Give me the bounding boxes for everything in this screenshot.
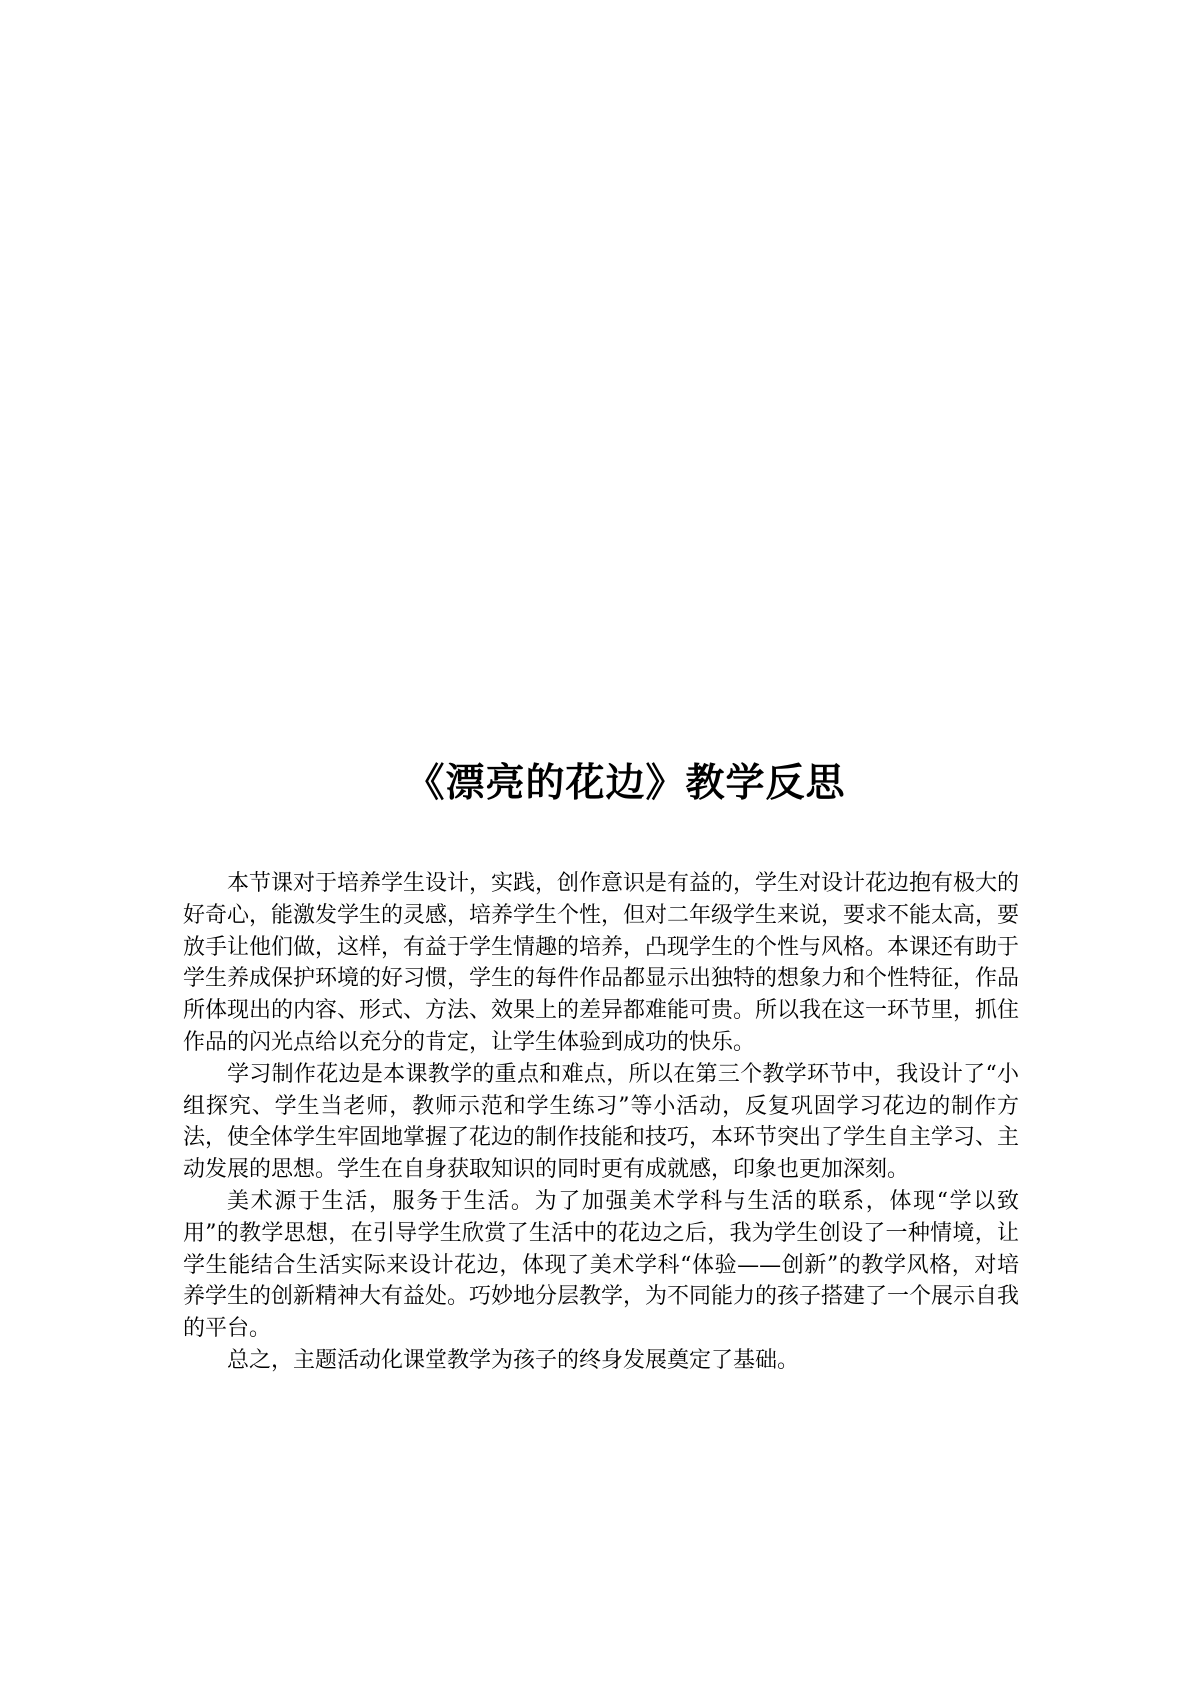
document-title: 《漂亮的花边》教学反思 [405, 761, 846, 806]
paragraph-1: 本节课对于培养学生设计，实践，创作意识是有益的，学生对设计花边抱有极大的好奇心，能激发学生的灵感，培养学生个性，但对二年级学生来说，要求不能太高，要放手让他们做，这样，有益于学生情趣的培养，凸现学生的个性与风格。本课还有助于学生养成保护环境的好习惯，学生的每件作品都显示出独特的想象力和个性特征，作品所体现出的内容、形式、方法、效果上的差异都难能可贵。所以我在这一环节里，抓住作品的闪光点给以充分的肯定，让学生体验到成功的快乐。 [183, 871, 1020, 1055]
paragraph-2: 学习制作花边是本课教学的重点和难点，所以在第三个教学环节中，我设计了“小组探究、学生当老师，教师示范和学生练习”等小活动，反复巩固学习花边的制作方法，使全体学生牢固地掌握了花边的制作技能和技巧，本环节突出了学生自主学习、主动发展的思想。学生在自身获取知识的同时更有成就感，印象也更加深刻。 [183, 1061, 1020, 1183]
document-body [183, 868, 1019, 1377]
paragraph-4: 总之，主题活动化课堂教学为孩子的终身发展奠定了基础。 [227, 1347, 800, 1373]
paragraph-3: 美术源于生活，服务于生活。为了加强美术学科与生活的联系，体现“学以致用”的教学思想，在引导学生欣赏了生活中的花边之后，我为学生创设了一种情境，让学生能结合生活实际来设计花边，体现了美术学科“体验——创新”的教学风格，对培养学生的创新精神大有益处。巧妙地分层教学，为不同能力的孩子搭建了一个展示自我的平台。 [183, 1188, 1020, 1342]
